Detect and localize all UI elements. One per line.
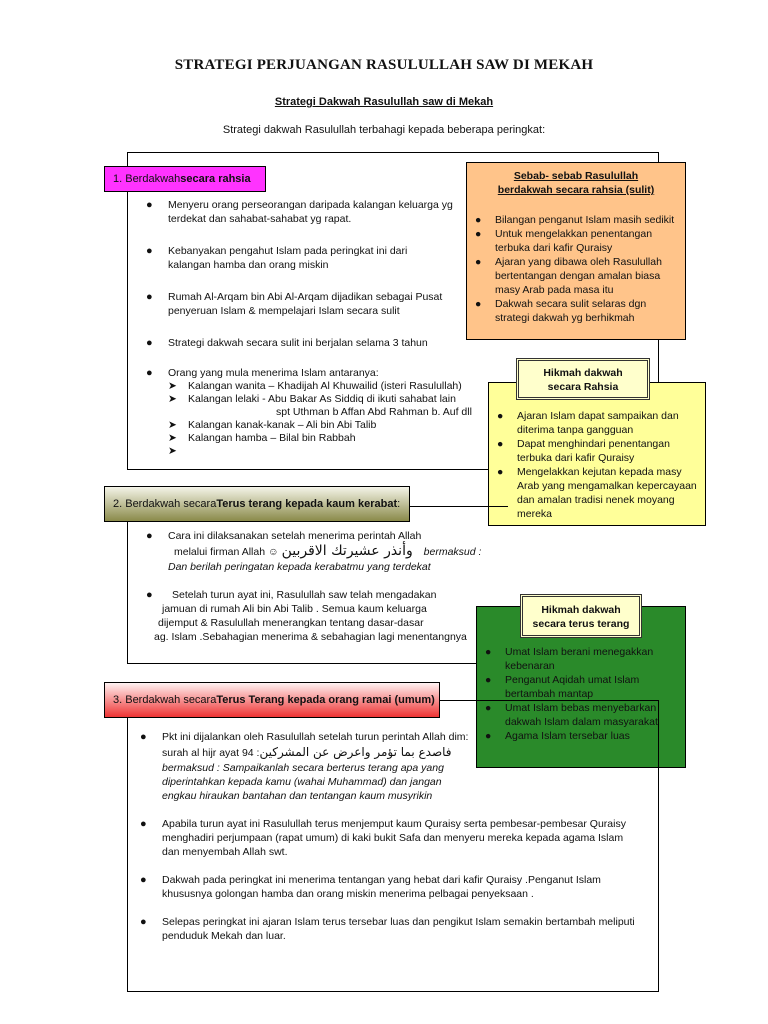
bullet-icon: ● [475, 298, 482, 310]
list-item: ● Pkt ini dijalankan oleh Rasulullah setelah turun perintah Allah dim: surah al hijr ayat 94 :فاصدع بما تؤمر واعرض عن المشركين bermaksud : Sampaikanlah secara berterus terang apa yang diperintahkan kepada kamu (wahai Muhammad) dan jangan engkau hiraukan bantahan dan tentangan kaum musyrikin [140, 731, 469, 802]
hikmah-rahsia-box [488, 382, 706, 526]
list-item: ● Orang yang mula menerima Islam antaranya: [146, 367, 379, 379]
bullet-icon: ● [497, 410, 504, 422]
section-1-header [104, 166, 266, 192]
quran-verse-arabic: وأنذر عشيرتك الاقربين [281, 543, 413, 559]
bullet-icon: ● [497, 466, 504, 478]
list-item: ● Dapat menghindari penentangan terbuka dari kafir Quraisy [497, 438, 670, 464]
list-item: ● Selepas peringkat ini ajaran Islam terus tersebar luas dan pengikut Islam semakin bertambah meliputi penduduk Mekah dan luar. [140, 916, 635, 942]
list-item: ● Bilangan penganut Islam masih sedikit [475, 214, 675, 226]
convert-list [146, 380, 472, 458]
bullet-icon: ● [485, 702, 492, 714]
bullet-icon: ● [475, 228, 482, 240]
list-item: ● Agama Islam tersebar luas [485, 730, 630, 742]
sub-item: ➤ Kalangan wanita – Khadijah Al Khuwailid (isteri Rasulullah) [168, 380, 462, 392]
list-item: ● Untuk mengelakkan penentangan terbuka dari kafir Quraisy [475, 228, 653, 254]
list-item: ● Apabila turun ayat ini Rasulullah terus menjemput kaum Quraisy serta pembesar-pembesar Quraisy menghadiri perjumpaan (rapat umum) di kaki bukit Safa dan menyeru mereka kepada agama Islam dan menyembah Allah swt. [140, 818, 626, 858]
bullet-icon: ● [146, 199, 153, 211]
quran-verse-arabic: فاصدع بما تؤمر واعرض عن المشركين [259, 745, 452, 759]
reasons-list [475, 213, 677, 325]
list-item: ● Cara ini dilaksanakan setelah menerima perintah Allah melalui firman Allah ☺ وأنذر عشيرتك الاقربين bermaksud : Dan berilah peringatan kepada kerabatmu yang terdekat [146, 530, 482, 573]
bullet-icon: ● [140, 916, 147, 928]
list-item: ● Dakwah secara sulit selaras dgn strategi dakwah yg berhikmah [475, 298, 647, 324]
hikmah-rahsia-title: Hikmah dakwah secara Rahsia [516, 358, 650, 400]
list-item: ● Ajaran Islam dapat sampaikan dan diterima tanpa gangguan [497, 410, 679, 436]
reasons-box [466, 162, 686, 340]
bullet-icon: ● [475, 256, 482, 268]
bullet-icon: ● [146, 530, 153, 542]
sub-item [168, 445, 464, 458]
bullet-icon: ● [146, 245, 153, 257]
intro-text: Strategi dakwah Rasulullah terbahagi kepada beberapa peringkat: [222, 124, 546, 136]
bullet-icon: ● [497, 438, 504, 450]
section-2-bullets [146, 529, 496, 644]
list-item: ● Ajaran yang dibawa oleh Rasulullah bertentangan dengan amalan biasa masy Arab pada masa itu [475, 256, 662, 296]
sub-item: ➤ Kalangan hamba – Bilal bin Rabbah [168, 432, 356, 444]
bullet-icon: ● [146, 291, 153, 303]
hikmah-rahsia-list [497, 409, 697, 521]
bullet-icon: ● [146, 589, 153, 601]
sub-item: ➤ Kalangan lelaki - Abu Bakar As Siddiq di ikuti sahabat lain [168, 393, 456, 405]
bullet-icon: ● [485, 646, 492, 658]
reasons-title: Sebab- sebab Rasulullah berdakwah secara rahsia (sulit) [497, 170, 655, 196]
bullet-icon: ● [485, 674, 492, 686]
list-item: ● Umat Islam bebas menyebarkan dakwah Islam dalam masyarakat [485, 702, 658, 728]
list-item: ● Kebanyakan pengahut Islam pada peringkat ini dari kalangan hamba dan orang miskin [146, 245, 408, 271]
page-subtitle: Strategi Dakwah Rasulullah saw di Mekah [274, 96, 494, 108]
list-item: ● Menyeru orang perseorangan daripada kalangan keluarga yg terdekat dan sahabat-sahabat yg rapat. [146, 199, 453, 225]
section-3-header: 3. Berdakwah secara Terus Terang kepada orang ramai (umum) [104, 682, 440, 718]
list-item: ● Rumah Al-Arqam bin Abi Al-Arqam dijadikan sebagai Pusat penyeruan Islam & mempelajari Islam secara sulit [146, 291, 443, 317]
bullet-icon: ● [140, 818, 147, 830]
list-item: ● Penganut Aqidah umat Islam bertambah mantap [485, 674, 640, 700]
list-item: ● Mengelakkan kejutan kepada masy Arab yang mengamalkan kepercayaan dan amalan tradisi nenek moyang mereka [497, 466, 697, 520]
list-item: ● Umat Islam berani menegakkan kebenaran [485, 646, 654, 672]
hikmah-terus-terang-title: Hikmah dakwah secara terus terang [520, 594, 642, 638]
section-1-bullets [146, 198, 472, 458]
arrow-icon: ➤ [168, 419, 177, 431]
arrow-icon: ➤ [168, 380, 177, 392]
arrow-icon: ➤ [168, 393, 177, 405]
page-title: STRATEGI PERJUANGAN RASULULLAH SAW DI MEKAH [174, 57, 594, 73]
section-3-bullets [140, 730, 640, 943]
bullet-icon: ● [146, 367, 153, 379]
list-item: ● Strategi dakwah secara sulit ini berjalan selama 3 tahun [146, 337, 428, 349]
section-1-header-prefix: 1. Berdakwah [113, 173, 181, 185]
bullet-icon: ● [475, 214, 482, 226]
bullet-icon: ● [140, 874, 147, 886]
bullet-icon: ● [140, 731, 147, 743]
bullet-icon: ● [485, 730, 492, 742]
sub-item-continued: spt Uthman b Affan Abd Rahman b. Auf dll [276, 406, 472, 418]
sub-item: ➤ Kalangan kanak-kanak – Ali bin Abi Talib [168, 419, 377, 431]
list-item: ● Setelah turun ayat ini, Rasulullah saw telah mengadakan jamuan di rumah Ali bin Abi Talib . Semua kaum keluarga dijemput & Rasulullah menerangkan tentang dasar-dasar ag. Islam .Sebahagian menerima & sebahagian lagi menentangnya [146, 589, 467, 643]
list-item: ● Dakwah pada peringkat ini menerima tentangan yang hebat dari kafir Quraisy .Penganut Islam khususnya golongan hamba dan orang miskin menerima pelbagai penyeksaan . [140, 874, 601, 900]
bullet-icon: ● [146, 337, 153, 349]
arrow-icon: ➤ [168, 445, 177, 457]
section-1-header-bold: secara rahsia [180, 173, 251, 185]
arrow-icon: ➤ [168, 432, 177, 444]
section-2-header: 2. Berdakwah secara Terus terang kepada kaum kerabat : [104, 486, 410, 522]
